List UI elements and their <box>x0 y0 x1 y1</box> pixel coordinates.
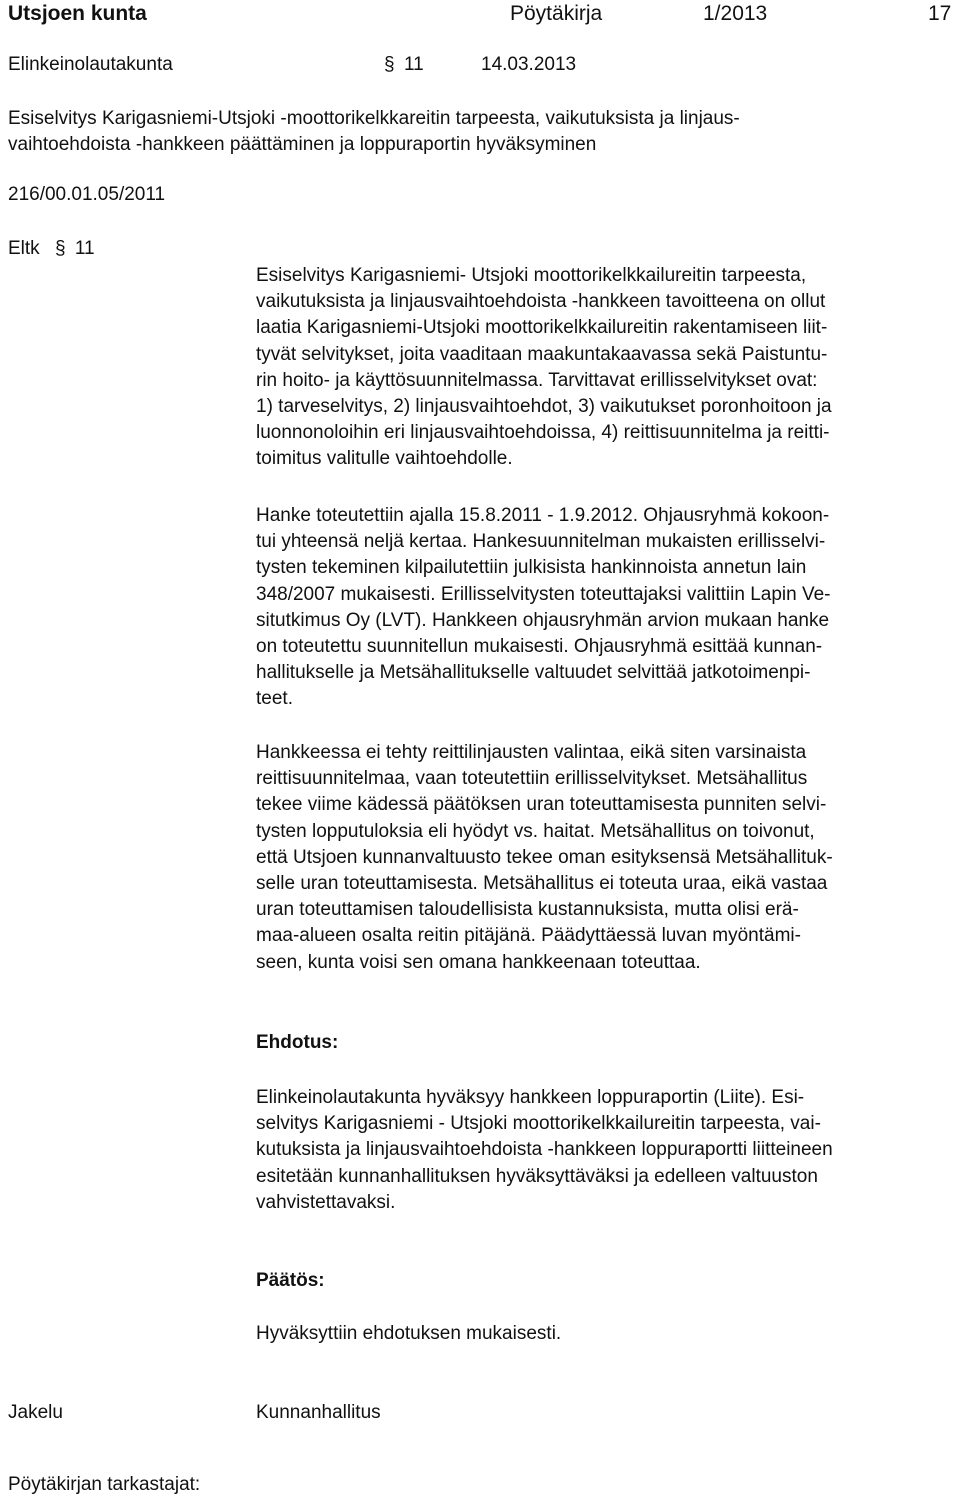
meeting-date: 14.03.2013 <box>481 54 577 75</box>
distribution-label: Jakelu <box>8 1402 63 1423</box>
meeting-body: Elinkeinolautakunta <box>8 54 173 75</box>
paragraph-next-steps <box>256 740 833 976</box>
text-line: että Utsjoen kunnanvaltuusto tekee oman esityksensä Metsähallituk- <box>256 846 833 868</box>
decision-heading: Päätös: <box>256 1270 325 1291</box>
text-line: selvitys Karigasniemi - Utsjoki moottorikelkkailureitin tarpeesta, vai- <box>256 1113 821 1135</box>
text-line: selle uran toteuttamisesta. Metsähallitus ei toteuta uraa, eikä vastaa <box>256 873 828 895</box>
text-line: Hankkeessa ei tehty reittilinjausten valintaa, eikä siten varsinaista <box>256 742 807 763</box>
text-line: toimitus valitulle vaihtoehdolle. <box>256 448 513 470</box>
text-line: tysten lopputuloksia eli hyödyt vs. haitat. Metsähallitus on toivonut, <box>256 820 815 842</box>
text-line: Esiselvitys Karigasniemi- Utsjoki moottorikelkkailureitin tarpeesta, <box>256 265 807 286</box>
text-line: teet. <box>256 688 293 710</box>
text-line: luonnonoloihin eri linjausvaihtoehdoissa, 4) reittisuunnitelma ja reitti- <box>256 422 830 444</box>
municipality-name: Utsjoen kunta <box>8 2 147 25</box>
text-line: tui yhteensä neljä kertaa. Hankesuunnitelman mukaisten erillisselvi- <box>256 531 826 553</box>
section-number: 11 <box>404 54 424 75</box>
text-line: seen, kunta voisi sen omana hankkeenaan toteuttaa. <box>256 951 701 973</box>
eltk-section-symbol: § <box>54 238 66 259</box>
paragraph-goal <box>256 263 832 473</box>
text-line: 348/2007 mukaisesti. Erillisselvitysten toteuttajaksi valittiin Lapin Ve- <box>256 583 831 605</box>
paragraph-implementation <box>256 503 831 713</box>
text-line: tyvät selvitykset, joita vaaditaan maakuntakaavassa sekä Paistuntu- <box>256 343 828 365</box>
text-line: esitetään kunnanhallituksen hyväksyttäväksi ja edelleen valtuuston <box>256 1165 818 1187</box>
text-line: uran toteuttamisen taloudellisista kustannuksista, mutta olisi erä- <box>256 899 799 921</box>
text-line: vaikutuksista ja linjausvaihtoehdoista -hankkeen tavoitteena on ollut <box>256 291 826 313</box>
agenda-item-title <box>8 106 948 158</box>
text-line: hallitukselle ja Metsähallitukselle valtuudet selvittää jatkotoimenpi- <box>256 662 811 684</box>
proposal-heading: Ehdotus: <box>256 1032 339 1053</box>
document-number: 1/2013 <box>703 2 768 25</box>
decision-text: Hyväksyttiin ehdotuksen mukaisesti. <box>256 1323 562 1344</box>
reviewers-label: Pöytäkirjan tarkastajat: <box>8 1474 201 1495</box>
page-number: 17 <box>928 2 952 25</box>
document-type: Pöytäkirja <box>510 2 603 25</box>
text-line: maa-alueen osalta reitin pitäjänä. Päädyttäessä luvan myöntämi- <box>256 925 801 947</box>
text-line: tysten tekeminen kilpailutettiin julkisista hankinnoista annetun lain <box>256 557 807 579</box>
eltk-label: Eltk <box>8 238 40 259</box>
text-line: vahvistettavaksi. <box>256 1191 396 1213</box>
text-line: on toteutettu suunnitellun mukaisesti. Ohjausryhmä esittää kunnan- <box>256 636 823 658</box>
text-line: 1) tarveselvitys, 2) linjausvaihtoehdot, 3) vaikutukset poronhoitoon ja <box>256 396 832 418</box>
eltk-section-number: 11 <box>74 238 95 259</box>
text-line: situtkimus Oy (LVT). Hankkeen ohjausryhmän arvion mukaan hanke <box>256 609 830 631</box>
title-line: vaihtoehdoista -hankkeen päättäminen ja loppuraportin hyväksyminen <box>8 134 597 155</box>
text-line: rin hoito- ja käyttösuunnitelmassa. Tarvittavat erillisselvitykset ovat: <box>256 369 818 391</box>
section-symbol: § <box>384 54 395 75</box>
text-line: reittisuunnitelmaa, vaan toteutettiin erillisselvitykset. Metsähallitus <box>256 768 808 790</box>
text-line: kutuksista ja linjausvaihtoehdoista -hankkeen loppuraportti liitteineen <box>256 1139 833 1161</box>
title-line: Esiselvitys Karigasniemi-Utsjoki -moottorikelkkareitin tarpeesta, vaikutuksista ja linjaus- <box>8 108 740 129</box>
diary-number: 216/00.01.05/2011 <box>8 184 166 205</box>
text-line: tekee viime kädessä päätöksen uran toteuttamisesta punniten selvi- <box>256 794 827 816</box>
text-line: laatia Karigasniemi-Utsjoki moottorikelkkailureitin rakentamiseen liit- <box>256 317 828 339</box>
eltk-reference <box>8 238 95 260</box>
text-line: Hanke toteutettiin ajalla 15.8.2011 - 1.9.2012. Ohjausryhmä kokoon- <box>256 505 830 526</box>
distribution-value: Kunnanhallitus <box>256 1402 381 1423</box>
proposal-text <box>256 1085 833 1216</box>
text-line: Elinkeinolautakunta hyväksyy hankkeen loppuraportin (Liite). Esi- <box>256 1087 805 1108</box>
